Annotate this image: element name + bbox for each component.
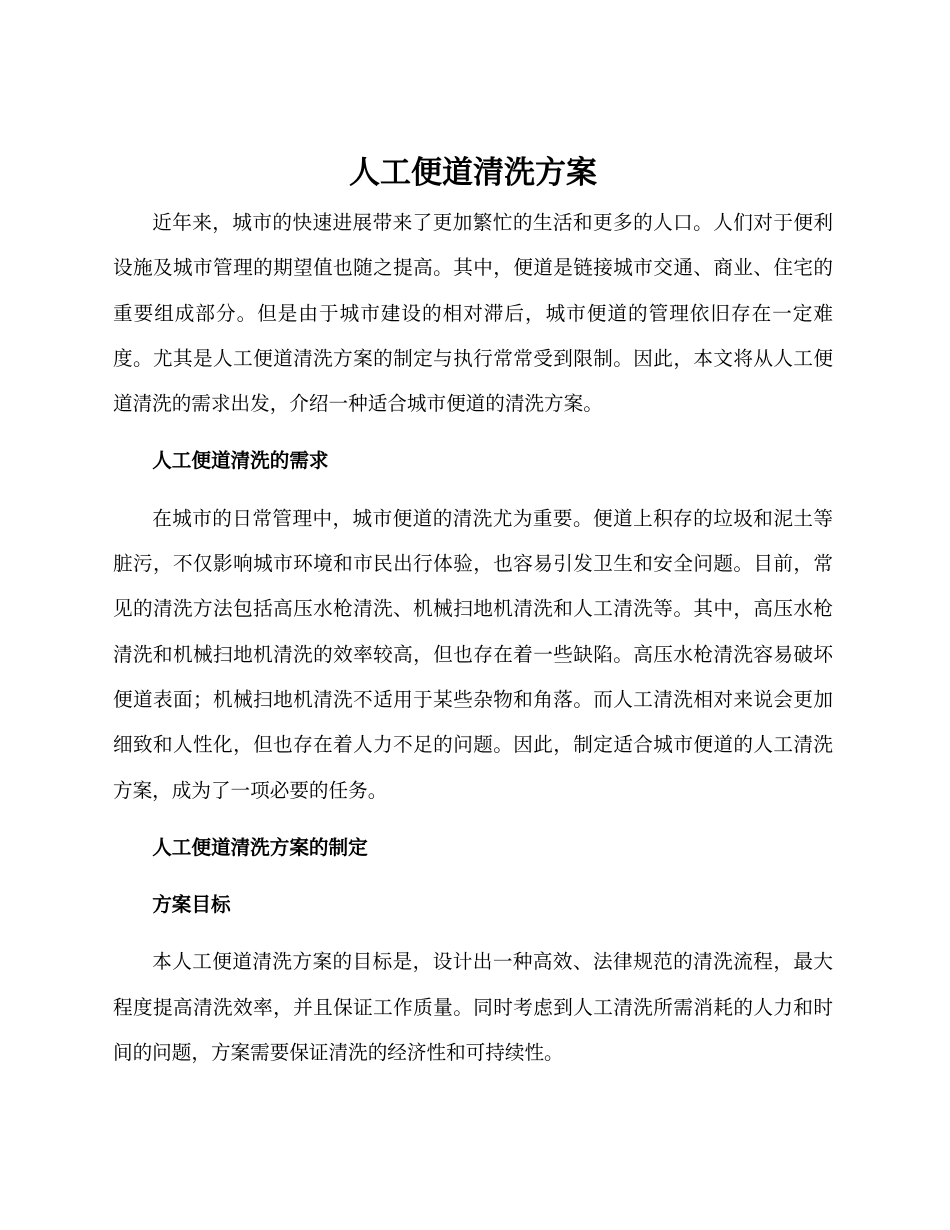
document-page xyxy=(113,150,833,1075)
intro-paragraph: 近年来，城市的快速进展带来了更加繁忙的生活和更多的人口。人们对于便利设施及城市管理的期望值也随之提高。其中，便道是链接城市交通、商业、住宅的重要组成部分。但是由于城市建设的相对滞后，城市便道的管理依旧存在一定难度。尤其是人工便道清洗方案的制定与执行常常受到限制。因此，本文将从人工便道清洗的需求出发，介绍一种适合城市便道的清洗方案。 xyxy=(113,211,833,416)
document-title: 人工便道清洗方案 xyxy=(349,155,597,191)
section-heading-needs: 人工便道清洗的需求 xyxy=(152,449,329,473)
subsection-heading-goals: 方案目标 xyxy=(152,893,231,917)
needs-paragraph: 在城市的日常管理中，城市便道的清洗尤为重要。便道上积存的垃圾和泥土等脏污，不仅影响城市环境和市民出行体验，也容易引发卫生和安全问题。目前，常见的清洗方法包括高压水枪清洗、机械扫地机清洗和人工清洗等。其中，高压水枪清洗和机械扫地机清洗的效率较高，但也存在着一些缺陷。高压水枪清洗容易破坏便道表面；机械扫地机清洗不适用于某些杂物和角落。而人工清洗相对来说会更加细致和人性化，但也存在着人力不足的问题。因此，制定适合城市便道的人工清洗方案，成为了一项必要的任务。 xyxy=(113,506,833,802)
section-heading-plan: 人工便道清洗方案的制定 xyxy=(152,835,368,859)
goals-paragraph: 本人工便道清洗方案的目标是，设计出一种高效、法律规范的清洗流程，最大程度提高清洗效率，并且保证工作质量。同时考虑到人工清洗所需消耗的人力和时间的问题，方案需要保证清洗的经济性和可持续性。 xyxy=(113,950,833,1065)
